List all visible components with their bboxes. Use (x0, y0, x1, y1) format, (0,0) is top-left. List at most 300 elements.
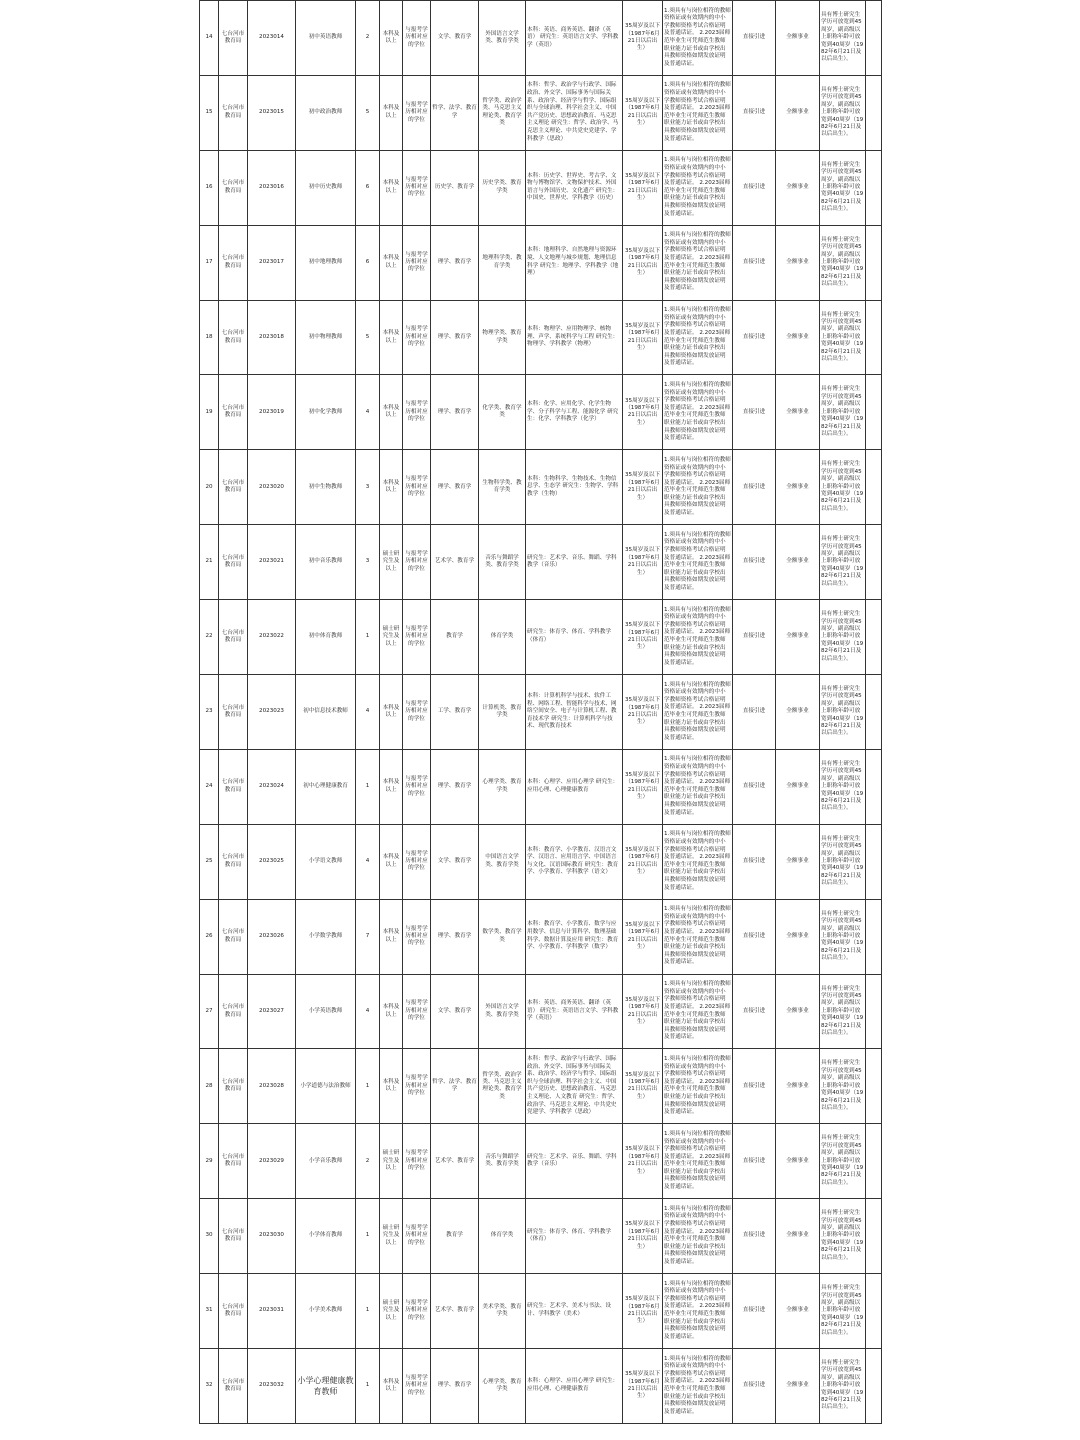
funding-nature: 全额事业 (776, 1199, 820, 1274)
degree-requirement: 与报考学历相对应的学位 (403, 749, 431, 824)
hire-count: 1 (356, 749, 380, 824)
major-class: 哲学类、政治学类、马克思主义理论类、教育学类 (479, 1049, 526, 1124)
degree-requirement: 与报考学历相对应的学位 (403, 225, 431, 300)
major-category: 哲学、法学、教育学 (431, 75, 479, 150)
table-row (200, 824, 882, 899)
age-requirement: 35周岁及以下（1987年6月21日以后出生） (623, 1, 663, 76)
other-requirements: 1.须具有与岗位相符的教师资格证或有效期内的中小学教师资格考试合格证明及普通话证。 2.2023届师范毕业生可凭师范生教师职业能力证书或由学校出具教师资格如期发放证明及普通话证。 (663, 375, 733, 450)
recruit-method: 直接引进 (733, 675, 776, 750)
age-requirement: 35周岁及以下（1987年6月21日以后出生） (623, 824, 663, 899)
employer-unit: 七台河市教育局 (219, 1, 248, 76)
degree-requirement: 与报考学历相对应的学位 (403, 375, 431, 450)
row-number: 31 (200, 1274, 219, 1349)
remarks: 具有博士研究生学历可放宽到45周岁，副高级以上职称年龄可放宽到40周岁（1982年6月21日及以后出生）。 (820, 749, 866, 824)
other-requirements: 1.须具有与岗位相符的教师资格证或有效期内的中小学教师资格考试合格证明及普通话证。 2.2023届师范毕业生可凭师范生教师职业能力证书或由学校出具教师资格如期发放证明及普通话证。 (663, 749, 733, 824)
row-number: 27 (200, 974, 219, 1049)
employer-unit: 七台河市教育局 (219, 600, 248, 675)
recruit-method: 直接引进 (733, 824, 776, 899)
recruit-method: 直接引进 (733, 749, 776, 824)
major-detail: 本科：哲学、政治学与行政学、国际政治、外交学、国际事务与国际关系、政治学、经济学与哲学、国际组织与全球治理、科学社会主义、中国共产党历史、思想政治教育、马克思主义理论 研究生：哲学、政治学、马克思主义理论、中共党史党建学、学科教学（思政） (526, 75, 623, 150)
row-number: 23 (200, 675, 219, 750)
education-requirement: 硕士研究生及以上 (380, 1274, 403, 1349)
post-name: 初中化学教师 (296, 375, 356, 450)
age-requirement: 35周岁及以下（1987年6月21日以后出生） (623, 525, 663, 600)
row-number: 17 (200, 225, 219, 300)
employer-unit: 七台河市教育局 (219, 375, 248, 450)
major-class: 生物科学类、教育学类 (479, 450, 526, 525)
other-requirements: 1.须具有与岗位相符的教师资格证或有效期内的中小学教师资格考试合格证明及普通话证。 2.2023届师范毕业生可凭师范生教师职业能力证书或由学校出具教师资格如期发放证明及普通话证。 (663, 1, 733, 76)
employer-unit: 七台河市教育局 (219, 525, 248, 600)
blank-cell (866, 1, 882, 76)
employer-unit: 七台河市教育局 (219, 1049, 248, 1124)
age-requirement: 35周岁及以下（1987年6月21日以后出生） (623, 749, 663, 824)
hire-count: 4 (356, 375, 380, 450)
post-name: 初中地理教师 (296, 225, 356, 300)
major-class: 物理学类、教育学类 (479, 300, 526, 375)
degree-requirement: 与报考学历相对应的学位 (403, 1, 431, 76)
hire-count: 1 (356, 600, 380, 675)
major-detail: 本科：化学、应用化学、化学生物学、分子科学与工程、能源化学 研究生：化学、学科教学（化学） (526, 375, 623, 450)
blank-cell (866, 675, 882, 750)
blank-cell (866, 899, 882, 974)
age-requirement: 35周岁及以下（1987年6月21日以后出生） (623, 450, 663, 525)
remarks: 具有博士研究生学历可放宽到45周岁，副高级以上职称年龄可放宽到40周岁（1982年6月21日及以后出生）。 (820, 824, 866, 899)
hire-count: 5 (356, 75, 380, 150)
major-class: 历史学类、教育学类 (479, 150, 526, 225)
row-number: 32 (200, 1349, 219, 1424)
funding-nature: 全额事业 (776, 225, 820, 300)
remarks: 具有博士研究生学历可放宽到45周岁，副高级以上职称年龄可放宽到40周岁（1982年6月21日及以后出生）。 (820, 225, 866, 300)
other-requirements: 1.须具有与岗位相符的教师资格证或有效期内的中小学教师资格考试合格证明及普通话证。 2.2023届师范毕业生可凭师范生教师职业能力证书或由学校出具教师资格如期发放证明及普通话证。 (663, 1199, 733, 1274)
other-requirements: 1.须具有与岗位相符的教师资格证或有效期内的中小学教师资格考试合格证明及普通话证。 2.2023届师范毕业生可凭师范生教师职业能力证书或由学校出具教师资格如期发放证明及普通话证。 (663, 75, 733, 150)
recruit-method: 直接引进 (733, 525, 776, 600)
major-class: 中国语言文学类、教育学类 (479, 824, 526, 899)
hire-count: 4 (356, 824, 380, 899)
degree-requirement: 与报考学历相对应的学位 (403, 450, 431, 525)
employer-unit: 七台河市教育局 (219, 1274, 248, 1349)
major-class: 外国语言文学类、教育学类 (479, 1, 526, 76)
table-row (200, 300, 882, 375)
recruit-method: 直接引进 (733, 1124, 776, 1199)
employer-unit: 七台河市教育局 (219, 1124, 248, 1199)
other-requirements: 1.须具有与岗位相符的教师资格证或有效期内的中小学教师资格考试合格证明及普通话证。 2.2023届师范毕业生可凭师范生教师职业能力证书或由学校出具教师资格如期发放证明及普通话证。 (663, 600, 733, 675)
post-name: 初中物理教师 (296, 300, 356, 375)
education-requirement: 本科及以上 (380, 974, 403, 1049)
education-requirement: 硕士研究生及以上 (380, 1199, 403, 1274)
table-row (200, 675, 882, 750)
table-row (200, 1, 882, 76)
recruit-method: 直接引进 (733, 75, 776, 150)
funding-nature: 全额事业 (776, 150, 820, 225)
funding-nature: 全额事业 (776, 1, 820, 76)
post-code: 2023016 (248, 150, 296, 225)
row-number: 30 (200, 1199, 219, 1274)
remarks: 具有博士研究生学历可放宽到45周岁，副高级以上职称年龄可放宽到40周岁（1982年6月21日及以后出生）。 (820, 150, 866, 225)
row-number: 25 (200, 824, 219, 899)
post-name: 小学英语教师 (296, 974, 356, 1049)
post-name: 初中生物教师 (296, 450, 356, 525)
other-requirements: 1.须具有与岗位相符的教师资格证或有效期内的中小学教师资格考试合格证明及普通话证。 2.2023届师范毕业生可凭师范生教师职业能力证书或由学校出具教师资格如期发放证明及普通话证。 (663, 525, 733, 600)
remarks: 具有博士研究生学历可放宽到45周岁，副高级以上职称年龄可放宽到40周岁（1982年6月21日及以后出生）。 (820, 525, 866, 600)
major-category: 文学、教育学 (431, 974, 479, 1049)
blank-cell (866, 600, 882, 675)
funding-nature: 全额事业 (776, 450, 820, 525)
post-code: 2023024 (248, 749, 296, 824)
age-requirement: 35周岁及以下（1987年6月21日以后出生） (623, 75, 663, 150)
education-requirement: 本科及以上 (380, 450, 403, 525)
post-name: 初中政治教师 (296, 75, 356, 150)
education-requirement: 本科及以上 (380, 1, 403, 76)
age-requirement: 35周岁及以下（1987年6月21日以后出生） (623, 1049, 663, 1124)
remarks: 具有博士研究生学历可放宽到45周岁，副高级以上职称年龄可放宽到40周岁（1982年6月21日及以后出生）。 (820, 450, 866, 525)
hire-count: 3 (356, 525, 380, 600)
funding-nature: 全额事业 (776, 899, 820, 974)
employer-unit: 七台河市教育局 (219, 150, 248, 225)
post-name: 初中心理健康教育 (296, 749, 356, 824)
funding-nature: 全额事业 (776, 824, 820, 899)
blank-cell (866, 150, 882, 225)
recruit-method: 直接引进 (733, 450, 776, 525)
blank-cell (866, 974, 882, 1049)
major-category: 理学、教育学 (431, 450, 479, 525)
table-row (200, 899, 882, 974)
blank-cell (866, 1274, 882, 1349)
hire-count: 1 (356, 1049, 380, 1124)
table-row (200, 375, 882, 450)
post-code: 2023019 (248, 375, 296, 450)
age-requirement: 35周岁及以下（1987年6月21日以后出生） (623, 1124, 663, 1199)
row-number: 16 (200, 150, 219, 225)
recruit-method: 直接引进 (733, 300, 776, 375)
funding-nature: 全额事业 (776, 1049, 820, 1124)
major-class: 音乐与舞蹈学类、教育学类 (479, 525, 526, 600)
hire-count: 1 (356, 1199, 380, 1274)
post-name: 初中历史教师 (296, 150, 356, 225)
funding-nature: 全额事业 (776, 1274, 820, 1349)
funding-nature: 全额事业 (776, 974, 820, 1049)
major-detail: 研究生：艺术学、音乐、舞蹈、学科教学（音乐） (526, 1124, 623, 1199)
major-class: 心理学类、教育学类 (479, 749, 526, 824)
remarks: 具有博士研究生学历可放宽到45周岁，副高级以上职称年龄可放宽到40周岁（1982年6月21日及以后出生）。 (820, 1199, 866, 1274)
major-category: 理学、教育学 (431, 300, 479, 375)
degree-requirement: 与报考学历相对应的学位 (403, 1349, 431, 1424)
row-number: 19 (200, 375, 219, 450)
post-name: 初中信息技术教师 (296, 675, 356, 750)
degree-requirement: 与报考学历相对应的学位 (403, 675, 431, 750)
remarks: 具有博士研究生学历可放宽到45周岁，副高级以上职称年龄可放宽到40周岁（1982年6月21日及以后出生）。 (820, 1049, 866, 1124)
post-name: 小学体育教师 (296, 1199, 356, 1274)
major-class: 心理学类、教育学类 (479, 1349, 526, 1424)
employer-unit: 七台河市教育局 (219, 75, 248, 150)
major-category: 理学、教育学 (431, 225, 479, 300)
remarks: 具有博士研究生学历可放宽到45周岁，副高级以上职称年龄可放宽到40周岁（1982年6月21日及以后出生）。 (820, 675, 866, 750)
remarks: 具有博士研究生学历可放宽到45周岁，副高级以上职称年龄可放宽到40周岁（1982年6月21日及以后出生）。 (820, 300, 866, 375)
degree-requirement: 与报考学历相对应的学位 (403, 600, 431, 675)
other-requirements: 1.须具有与岗位相符的教师资格证或有效期内的中小学教师资格考试合格证明及普通话证。 2.2023届师范毕业生可凭师范生教师职业能力证书或由学校出具教师资格如期发放证明及普通话证。 (663, 225, 733, 300)
degree-requirement: 与报考学历相对应的学位 (403, 899, 431, 974)
recruitment-table (199, 0, 882, 1424)
major-detail: 本科：教育学、小学教育、数学与应用数学、信息与计算科学、数理基础科学、数据计算及应用 研究生：教育学、小学教育、学科教学（数学） (526, 899, 623, 974)
education-requirement: 本科及以上 (380, 675, 403, 750)
post-code: 2023031 (248, 1274, 296, 1349)
table-row (200, 749, 882, 824)
education-requirement: 本科及以上 (380, 899, 403, 974)
blank-cell (866, 1124, 882, 1199)
other-requirements: 1.须具有与岗位相符的教师资格证或有效期内的中小学教师资格考试合格证明及普通话证。 2.2023届师范毕业生可凭师范生教师职业能力证书或由学校出具教师资格如期发放证明及普通话证。 (663, 1049, 733, 1124)
hire-count: 5 (356, 300, 380, 375)
employer-unit: 七台河市教育局 (219, 675, 248, 750)
remarks: 具有博士研究生学历可放宽到45周岁，副高级以上职称年龄可放宽到40周岁（1982年6月21日及以后出生）。 (820, 1274, 866, 1349)
funding-nature: 全额事业 (776, 525, 820, 600)
recruit-method: 直接引进 (733, 1049, 776, 1124)
funding-nature: 全额事业 (776, 1349, 820, 1424)
education-requirement: 本科及以上 (380, 300, 403, 375)
major-class: 化学类、教育学类 (479, 375, 526, 450)
education-requirement: 本科及以上 (380, 375, 403, 450)
blank-cell (866, 300, 882, 375)
post-name: 小学数学教师 (296, 899, 356, 974)
major-category: 教育学 (431, 600, 479, 675)
age-requirement: 35周岁及以下（1987年6月21日以后出生） (623, 375, 663, 450)
education-requirement: 本科及以上 (380, 749, 403, 824)
major-detail: 本科：英语、商务英语、翻译（英语） 研究生：英语语言文学、学科教学（英语） (526, 974, 623, 1049)
remarks: 具有博士研究生学历可放宽到45周岁，副高级以上职称年龄可放宽到40周岁（1982年6月21日及以后出生）。 (820, 1, 866, 76)
employer-unit: 七台河市教育局 (219, 824, 248, 899)
major-detail: 本科：生物科学、生物技术、生物信息学、生态学 研究生：生物学、学科教学（生物） (526, 450, 623, 525)
education-requirement: 本科及以上 (380, 824, 403, 899)
post-code: 2023021 (248, 525, 296, 600)
remarks: 具有博士研究生学历可放宽到45周岁，副高级以上职称年龄可放宽到40周岁（1982年6月21日及以后出生）。 (820, 1349, 866, 1424)
major-detail: 本科：英语、商务英语、翻译（英语） 研究生：英语语言文学、学科教学（英语） (526, 1, 623, 76)
post-code: 2023030 (248, 1199, 296, 1274)
age-requirement: 35周岁及以下（1987年6月21日以后出生） (623, 675, 663, 750)
table-row (200, 450, 882, 525)
major-detail: 本科：心理学、应用心理学 研究生：应用心理、心理健康教育 (526, 749, 623, 824)
blank-cell (866, 375, 882, 450)
post-code: 2023020 (248, 450, 296, 525)
other-requirements: 1.须具有与岗位相符的教师资格证或有效期内的中小学教师资格考试合格证明及普通话证。 2.2023届师范毕业生可凭师范生教师职业能力证书或由学校出具教师资格如期发放证明及普通话证。 (663, 675, 733, 750)
table-row (200, 600, 882, 675)
age-requirement: 35周岁及以下（1987年6月21日以后出生） (623, 600, 663, 675)
blank-cell (866, 450, 882, 525)
blank-cell (866, 75, 882, 150)
blank-cell (866, 1049, 882, 1124)
major-category: 艺术学、教育学 (431, 1124, 479, 1199)
other-requirements: 1.须具有与岗位相符的教师资格证或有效期内的中小学教师资格考试合格证明及普通话证。 2.2023届师范毕业生可凭师范生教师职业能力证书或由学校出具教师资格如期发放证明及普通话证。 (663, 1349, 733, 1424)
major-detail: 本科：教育学、小学教育、汉语言文学、汉语言、应用语言学、中国语言与文化、汉语国际教育 研究生：教育学、小学教育、学科教学（语文） (526, 824, 623, 899)
row-number: 22 (200, 600, 219, 675)
degree-requirement: 与报考学历相对应的学位 (403, 1124, 431, 1199)
major-category: 文学、教育学 (431, 1, 479, 76)
education-requirement: 硕士研究生及以上 (380, 1124, 403, 1199)
post-name: 小学道德与法治教师 (296, 1049, 356, 1124)
row-number: 29 (200, 1124, 219, 1199)
post-name: 初中英语教师 (296, 1, 356, 76)
table-row (200, 974, 882, 1049)
major-category: 理学、教育学 (431, 749, 479, 824)
table-row (200, 1349, 882, 1424)
row-number: 14 (200, 1, 219, 76)
age-requirement: 35周岁及以下（1987年6月21日以后出生） (623, 899, 663, 974)
major-category: 理学、教育学 (431, 375, 479, 450)
recruit-method: 直接引进 (733, 1274, 776, 1349)
education-requirement: 本科及以上 (380, 1049, 403, 1124)
major-class: 体育学类 (479, 1199, 526, 1274)
major-category: 理学、教育学 (431, 1349, 479, 1424)
education-requirement: 硕士研究生及以上 (380, 600, 403, 675)
recruit-method: 直接引进 (733, 1199, 776, 1274)
post-code: 2023018 (248, 300, 296, 375)
degree-requirement: 与报考学历相对应的学位 (403, 1199, 431, 1274)
other-requirements: 1.须具有与岗位相符的教师资格证或有效期内的中小学教师资格考试合格证明及普通话证。 2.2023届师范毕业生可凭师范生教师职业能力证书或由学校出具教师资格如期发放证明及普通话证。 (663, 1124, 733, 1199)
other-requirements: 1.须具有与岗位相符的教师资格证或有效期内的中小学教师资格考试合格证明及普通话证。 2.2023届师范毕业生可凭师范生教师职业能力证书或由学校出具教师资格如期发放证明及普通话证。 (663, 150, 733, 225)
funding-nature: 全额事业 (776, 675, 820, 750)
hire-count: 2 (356, 1124, 380, 1199)
employer-unit: 七台河市教育局 (219, 225, 248, 300)
post-name: 小学心理健康教育教师 (296, 1349, 356, 1424)
post-code: 2023029 (248, 1124, 296, 1199)
hire-count: 4 (356, 675, 380, 750)
age-requirement: 35周岁及以下（1987年6月21日以后出生） (623, 1199, 663, 1274)
blank-cell (866, 225, 882, 300)
degree-requirement: 与报考学历相对应的学位 (403, 300, 431, 375)
age-requirement: 35周岁及以下（1987年6月21日以后出生） (623, 974, 663, 1049)
post-code: 2023027 (248, 974, 296, 1049)
row-number: 24 (200, 749, 219, 824)
major-detail: 本科：物理学、应用物理学、核物理、声学、系统科学与工程 研究生：物理学、学科教学（物理） (526, 300, 623, 375)
hire-count: 7 (356, 899, 380, 974)
other-requirements: 1.须具有与岗位相符的教师资格证或有效期内的中小学教师资格考试合格证明及普通话证。 2.2023届师范毕业生可凭师范生教师职业能力证书或由学校出具教师资格如期发放证明及普通话证。 (663, 974, 733, 1049)
major-detail: 研究生：体育学、体育、学科教学（体育） (526, 600, 623, 675)
major-category: 艺术学、教育学 (431, 525, 479, 600)
hire-count: 6 (356, 150, 380, 225)
major-class: 地理科学类、教育学类 (479, 225, 526, 300)
education-requirement: 本科及以上 (380, 225, 403, 300)
post-name: 小学语文教师 (296, 824, 356, 899)
other-requirements: 1.须具有与岗位相符的教师资格证或有效期内的中小学教师资格考试合格证明及普通话证。 2.2023届师范毕业生可凭师范生教师职业能力证书或由学校出具教师资格如期发放证明及普通话证。 (663, 1274, 733, 1349)
education-requirement: 本科及以上 (380, 150, 403, 225)
table-row (200, 1274, 882, 1349)
major-class: 哲学类、政治学类、马克思主义理论类、教育学类 (479, 75, 526, 150)
table-row (200, 1124, 882, 1199)
major-detail: 研究生：体育学、体育、学科教学（体育） (526, 1199, 623, 1274)
remarks: 具有博士研究生学历可放宽到45周岁，副高级以上职称年龄可放宽到40周岁（1982年6月21日及以后出生）。 (820, 974, 866, 1049)
remarks: 具有博士研究生学历可放宽到45周岁，副高级以上职称年龄可放宽到40周岁（1982年6月21日及以后出生）。 (820, 600, 866, 675)
degree-requirement: 与报考学历相对应的学位 (403, 150, 431, 225)
hire-count: 3 (356, 450, 380, 525)
recruit-method: 直接引进 (733, 974, 776, 1049)
major-detail: 研究生：艺术学、音乐、舞蹈、学科教学（音乐） (526, 525, 623, 600)
post-name: 小学音乐教师 (296, 1124, 356, 1199)
funding-nature: 全额事业 (776, 1124, 820, 1199)
funding-nature: 全额事业 (776, 375, 820, 450)
post-code: 2023015 (248, 75, 296, 150)
post-code: 2023017 (248, 225, 296, 300)
post-code: 2023014 (248, 1, 296, 76)
post-name: 初中体育教师 (296, 600, 356, 675)
age-requirement: 35周岁及以下（1987年6月21日以后出生） (623, 1274, 663, 1349)
employer-unit: 七台河市教育局 (219, 1199, 248, 1274)
other-requirements: 1.须具有与岗位相符的教师资格证或有效期内的中小学教师资格考试合格证明及普通话证。 2.2023届师范毕业生可凭师范生教师职业能力证书或由学校出具教师资格如期发放证明及普通话证。 (663, 450, 733, 525)
row-number: 28 (200, 1049, 219, 1124)
row-number: 18 (200, 300, 219, 375)
recruit-method: 直接引进 (733, 1, 776, 76)
other-requirements: 1.须具有与岗位相符的教师资格证或有效期内的中小学教师资格考试合格证明及普通话证。 2.2023届师范毕业生可凭师范生教师职业能力证书或由学校出具教师资格如期发放证明及普通话证。 (663, 899, 733, 974)
major-detail: 研究生：艺术学、美术与书法、设计、学科教学（美术） (526, 1274, 623, 1349)
major-detail: 本科：历史学、世界史、考古学、文物与博物馆学、文物保护技术、外国语言与外国历史、文化遗产 研究生：中国史、世界史、学科教学（历史） (526, 150, 623, 225)
funding-nature: 全额事业 (776, 75, 820, 150)
remarks: 具有博士研究生学历可放宽到45周岁，副高级以上职称年龄可放宽到40周岁（1982年6月21日及以后出生）。 (820, 1124, 866, 1199)
table-row (200, 1049, 882, 1124)
age-requirement: 35周岁及以下（1987年6月21日以后出生） (623, 1349, 663, 1424)
post-code: 2023023 (248, 675, 296, 750)
major-category: 工学、教育学 (431, 675, 479, 750)
recruit-method: 直接引进 (733, 600, 776, 675)
funding-nature: 全额事业 (776, 600, 820, 675)
major-category: 教育学 (431, 1199, 479, 1274)
major-category: 理学、教育学 (431, 899, 479, 974)
post-name: 初中音乐教师 (296, 525, 356, 600)
major-detail: 本科：计算机科学与技术、软件工程、网络工程、智能科学与技术、网络空间安全、电子与计算机工程、教育技术学 研究生：计算机科学与技术、现代教育技术 (526, 675, 623, 750)
blank-cell (866, 1349, 882, 1424)
major-class: 音乐与舞蹈学类、教育学类 (479, 1124, 526, 1199)
blank-cell (866, 1199, 882, 1274)
table-row (200, 525, 882, 600)
major-class: 体育学类 (479, 600, 526, 675)
recruitment-table-container (199, 0, 881, 1424)
hire-count: 4 (356, 974, 380, 1049)
post-code: 2023028 (248, 1049, 296, 1124)
hire-count: 1 (356, 1349, 380, 1424)
education-requirement: 硕士研究生及以上 (380, 525, 403, 600)
employer-unit: 七台河市教育局 (219, 974, 248, 1049)
degree-requirement: 与报考学历相对应的学位 (403, 525, 431, 600)
major-class: 美术学类、教育学类 (479, 1274, 526, 1349)
major-class: 数学类、教育学类 (479, 899, 526, 974)
funding-nature: 全额事业 (776, 300, 820, 375)
major-category: 历史学、教育学 (431, 150, 479, 225)
remarks: 具有博士研究生学历可放宽到45周岁，副高级以上职称年龄可放宽到40周岁（1982年6月21日及以后出生）。 (820, 899, 866, 974)
hire-count: 1 (356, 1274, 380, 1349)
recruit-method: 直接引进 (733, 899, 776, 974)
row-number: 26 (200, 899, 219, 974)
table-row (200, 1199, 882, 1274)
recruit-method: 直接引进 (733, 225, 776, 300)
remarks: 具有博士研究生学历可放宽到45周岁，副高级以上职称年龄可放宽到40周岁（1982年6月21日及以后出生）。 (820, 375, 866, 450)
major-detail: 本科：心理学、应用心理学 研究生：应用心理、心理健康教育 (526, 1349, 623, 1424)
education-requirement: 本科及以上 (380, 1349, 403, 1424)
row-number: 15 (200, 75, 219, 150)
hire-count: 2 (356, 1, 380, 76)
employer-unit: 七台河市教育局 (219, 899, 248, 974)
major-detail: 本科：地理科学、自然地理与资源环境、人文地理与城乡规划、地理信息科学 研究生：地理学、学科教学（地理） (526, 225, 623, 300)
age-requirement: 35周岁及以下（1987年6月21日以后出生） (623, 300, 663, 375)
row-number: 21 (200, 525, 219, 600)
funding-nature: 全额事业 (776, 749, 820, 824)
recruit-method: 直接引进 (733, 1349, 776, 1424)
post-code: 2023025 (248, 824, 296, 899)
degree-requirement: 与报考学历相对应的学位 (403, 824, 431, 899)
other-requirements: 1.须具有与岗位相符的教师资格证或有效期内的中小学教师资格考试合格证明及普通话证。 2.2023届师范毕业生可凭师范生教师职业能力证书或由学校出具教师资格如期发放证明及普通话证。 (663, 300, 733, 375)
recruit-method: 直接引进 (733, 375, 776, 450)
post-code: 2023026 (248, 899, 296, 974)
degree-requirement: 与报考学历相对应的学位 (403, 974, 431, 1049)
recruit-method: 直接引进 (733, 150, 776, 225)
other-requirements: 1.须具有与岗位相符的教师资格证或有效期内的中小学教师资格考试合格证明及普通话证。 2.2023届师范毕业生可凭师范生教师职业能力证书或由学校出具教师资格如期发放证明及普通话证。 (663, 824, 733, 899)
blank-cell (866, 525, 882, 600)
remarks: 具有博士研究生学历可放宽到45周岁，副高级以上职称年龄可放宽到40周岁（1982年6月21日及以后出生）。 (820, 75, 866, 150)
post-code: 2023022 (248, 600, 296, 675)
